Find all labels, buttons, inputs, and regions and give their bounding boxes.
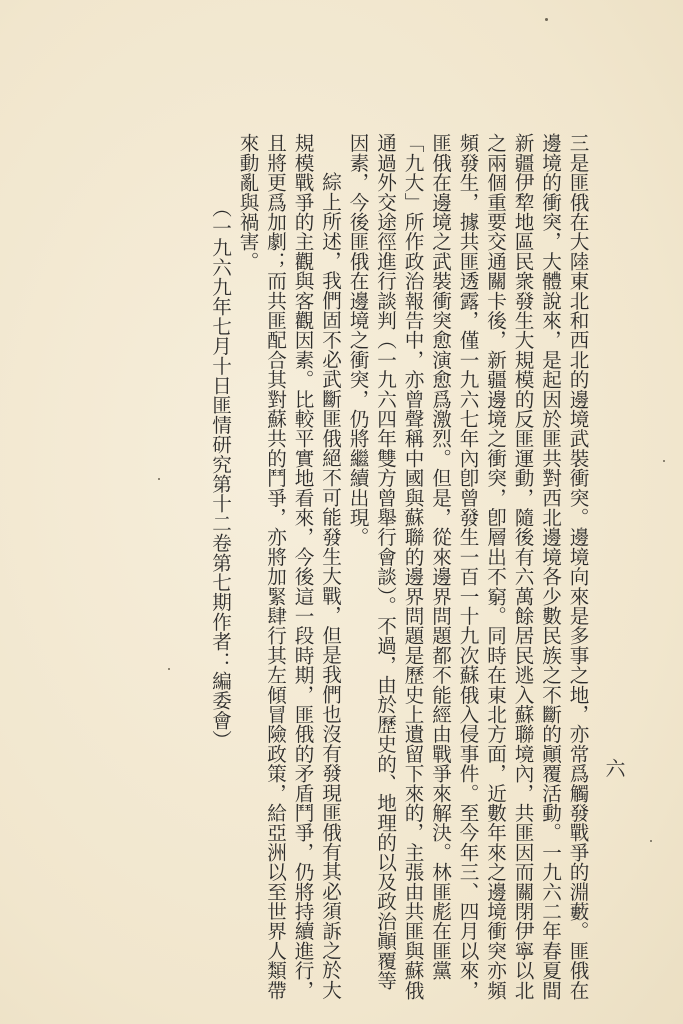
paper-speck bbox=[158, 478, 160, 480]
paper-speck bbox=[663, 460, 665, 462]
paragraph-border-conflict: 三是匪俄在大陸東北和西北的邊境武裝衝突。邊境向來是多事之地，亦常爲觸發戰爭的淵藪。匪俄在邊境的衝突，大體說來，是起因於匪共對西北邊境各少數民族之不斷的顚覆活動。一九六二年春夏間新疆伊犂地區民衆發生大規模的反匪運動，隨後有六萬餘居民逃入蘇聯境內，共匪因而關閉伊寧以北之兩個重要交通關卡後，新疆邊境之衝突，卽層出不窮。同時在東北方面，近數年來之邊境衝突亦頻頻發生，據共匪透露，僅一九六七年內卽曾發生一百一十九次蘇俄入侵事件。至今年三、四月以來，匪俄在邊境之武裝衝突愈演愈爲激烈。但是，從來邊界問題都不能經由戰爭來解決。林匪彪在匪黨「九大」所作政治報告中，亦曾聲稱中國與蘇聯的邊界問題是歷史上遺留下來的，主張由共匪與蘇俄通過外交途徑進行談判（一九六四年雙方曾舉行會談）。不過，由於歷史的、地理的以及政治顚覆等因素，今後匪俄在邊境之衝突，仍將繼續出現。 bbox=[346, 133, 589, 1000]
article-body bbox=[206, 133, 591, 1003]
source-attribution: （一九六九年七月十日匪情研究第十二卷第七期作者：編委會） bbox=[208, 198, 232, 750]
paragraph-conclusion: 綜上所述，我們固不必武斷匪俄絕不可能發生大戰，但是我們也沒有發現匪俄有其必須訴之於大規模戰爭的主觀與客觀因素。比較平實地看來，今後這一段時期，匪俄的矛盾鬥爭，仍將持續進行，且將更爲加劇；而共匪配合其對蘇共的鬥爭，亦將加緊肆行其左傾冒險政策，給亞洲以至世界人類帶來動亂與禍害。 bbox=[236, 133, 342, 1000]
paper-speck bbox=[650, 840, 652, 842]
paper-speck bbox=[545, 18, 548, 21]
paper-speck bbox=[168, 668, 170, 670]
page-number: 六 bbox=[602, 758, 626, 778]
